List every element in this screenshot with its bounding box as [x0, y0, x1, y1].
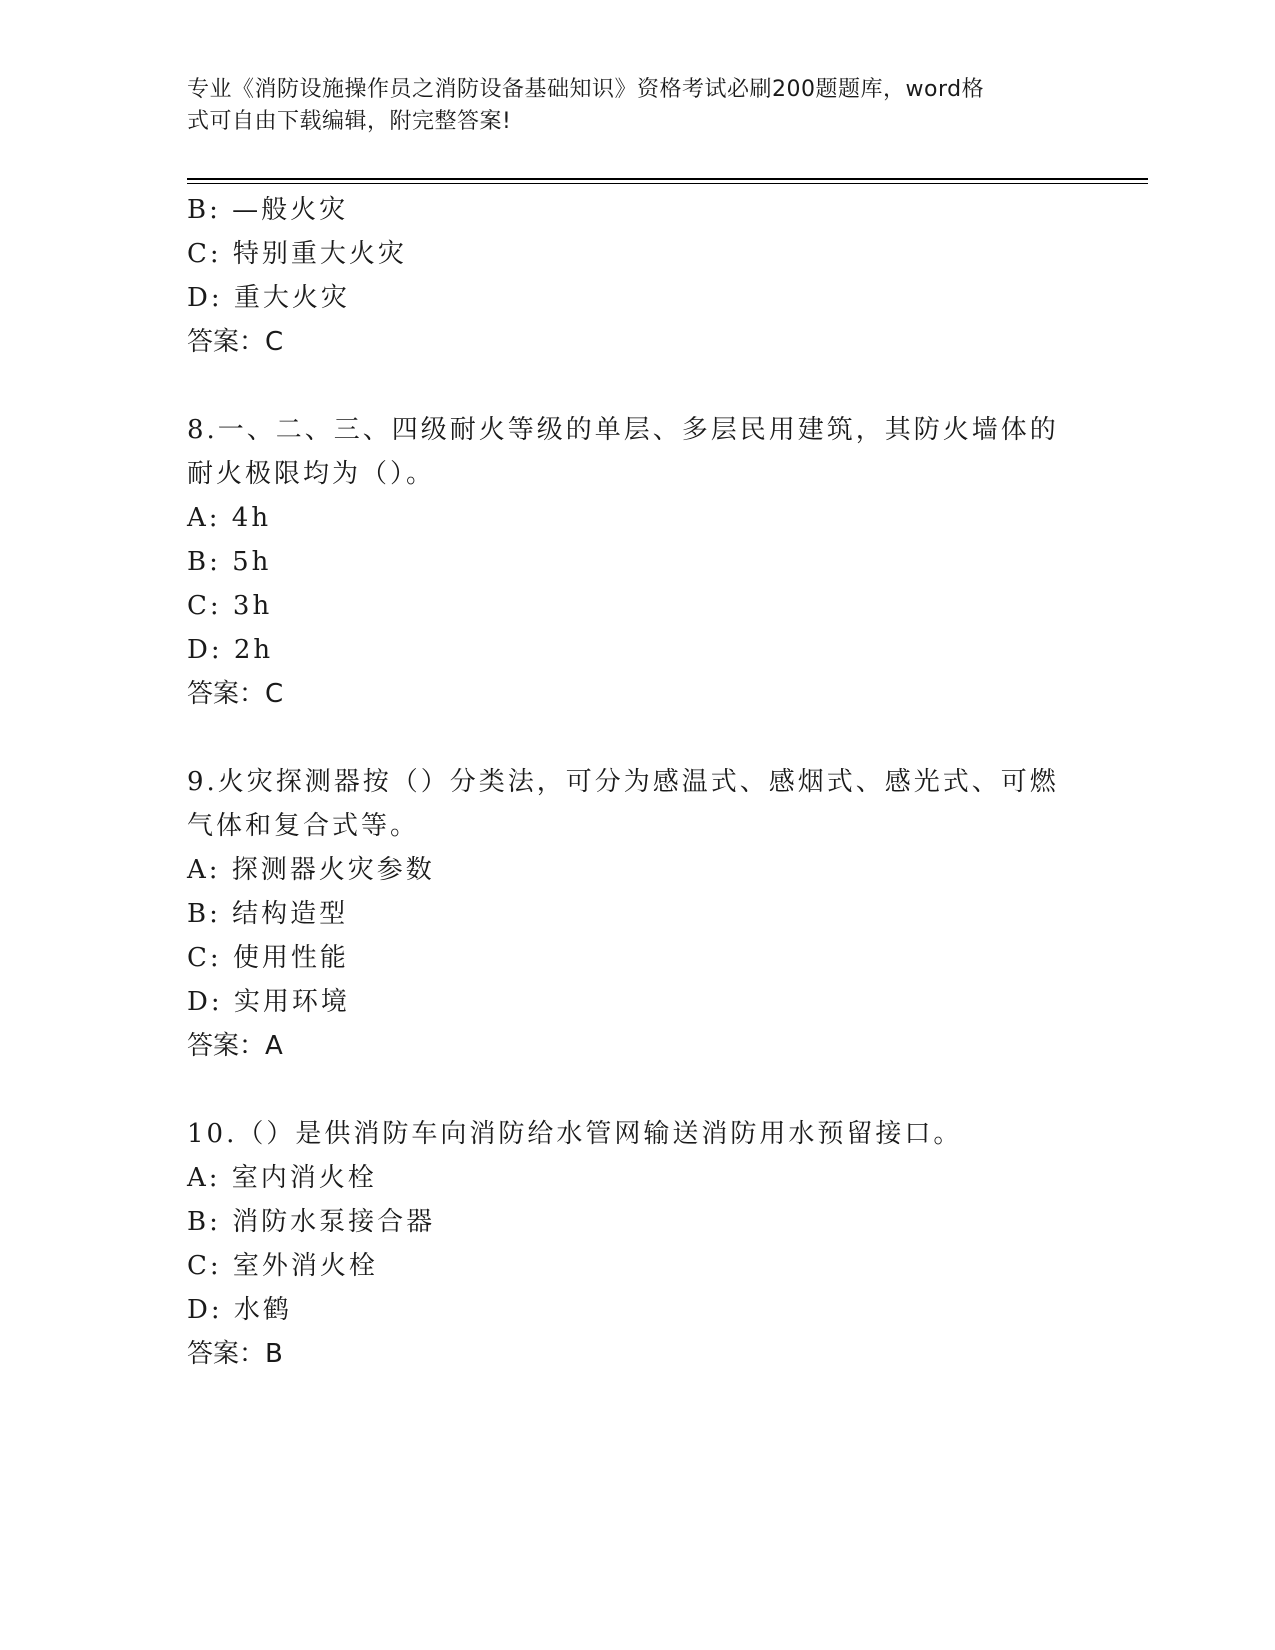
document-title-line1: 专业《消防设施操作员之消防设备基础知识》资格考试必刷200题题库，word格	[187, 77, 985, 102]
header-rule-thin	[187, 183, 1148, 184]
q9-answer: 答案：A	[187, 1031, 283, 1061]
q8-answer: 答案：C	[187, 679, 284, 709]
q10-option-d: D: 水鹤	[187, 1295, 292, 1325]
q8-option-c: C: 3h	[187, 591, 273, 621]
q8-option-a: A: 4h	[187, 503, 272, 533]
q7-option-b: B: —般火灾	[187, 195, 349, 225]
q10-answer: 答案：B	[187, 1339, 283, 1369]
q9-stem-line1: 9.火灾探测器按（）分类法，可分为感温式、感烟式、感光式、可燃	[187, 767, 1059, 797]
q10-option-a: A: 室内消火栓	[187, 1163, 377, 1193]
q8-option-d: D: 2h	[187, 635, 274, 665]
document-title-line2: 式可自由下载编辑，附完整答案!	[187, 109, 512, 134]
q9-option-d: D: 实用环境	[187, 987, 350, 1017]
q9-option-a: A: 探测器火灾参数	[187, 855, 435, 885]
header-rule-thick	[187, 178, 1148, 180]
q9-stem-line2: 气体和复合式等。	[187, 811, 420, 841]
q10-option-c: C: 室外消火栓	[187, 1251, 378, 1281]
q7-option-d: D: 重大火灾	[187, 283, 350, 313]
q7-answer: 答案：C	[187, 327, 284, 357]
q9-option-b: B: 结构造型	[187, 899, 349, 929]
q10-option-b: B: 消防水泵接合器	[187, 1207, 436, 1237]
q8-option-b: B: 5h	[187, 547, 272, 577]
q7-option-c: C: 特别重大火灾	[187, 239, 407, 269]
q8-stem-line2: 耐火极限均为（）。	[187, 459, 436, 489]
q10-stem-line1: 10.（）是供消防车向消防给水管网输送消防用水预留接口。	[187, 1119, 963, 1149]
q8-stem-line1: 8.一、二、三、四级耐火等级的单层、多层民用建筑，其防火墙体的	[187, 415, 1059, 445]
q9-option-c: C: 使用性能	[187, 943, 349, 973]
